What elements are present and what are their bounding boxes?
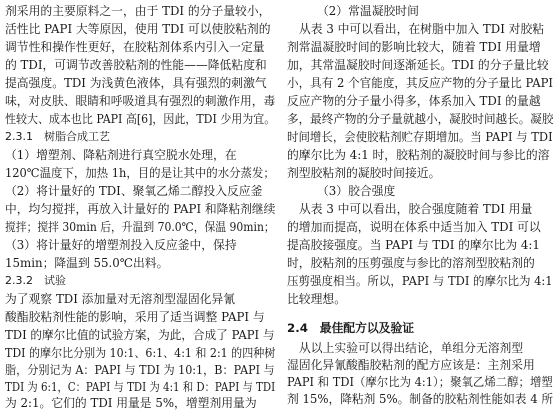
left-line-15: 15min；降温到 55.0℃出料。: [5, 256, 169, 270]
right-line-8: 的摩尔比为 4:1 时，胶粘剂的凝胶时间与参比的溶: [287, 148, 550, 162]
left-line-22: TDI 为 6:1，C：PAPI 与 TDI 为 4:1 和 D：PAPI 与 TDI: [5, 380, 276, 394]
left-line-11: （2）将计量好的 TDI、聚氧乙烯二醇投入反应釜: [5, 184, 263, 198]
left-line-9: （1）增塑剂、降粘剂进行真空脱水处理，在: [5, 148, 237, 162]
right-line-15: 比较理想。: [287, 292, 346, 306]
right-line-14: 压剪强度相当。所以，PAPI 与 TDI 的摩尔比为 4:1: [287, 274, 553, 288]
left-line-21: 脂，分别记为 A：PAPI 与 TDI 为 10:1，B：PAPI 与: [5, 363, 275, 377]
left-line-12: 中，均匀搅拌，再放入计量好的 PAPI 和降粘剂继续: [5, 202, 276, 216]
left-line-7: 性较大、成本也比 PAPI 高[6]，因此，TDI 少用为宜。: [5, 112, 276, 126]
left-line-23: 为 2:1。它们的 TDI 用量是 5%，增塑剂用量为: [5, 396, 257, 410]
right-line-12: 提高胶接强度。当 PAPI 与 TDI 的摩尔比为 4:1: [287, 238, 540, 252]
right-line-5: 反应产物的分子量小得多，体系加入 TDI 的量越: [287, 94, 541, 108]
left-line-17: 为了观察 TDI 添加量对无溶剂型湿固化异氰: [5, 292, 236, 306]
right-line-9: 剂型胶粘剂的凝胶时间接近。: [287, 166, 441, 180]
subheading-gel-time: （2）常温凝胶时间: [317, 4, 419, 18]
right-line-6: 多，最终产物的分子量就越小，凝胶时间越长。凝胶: [287, 112, 554, 126]
right-line-13: 时，胶粘剂的压剪强度与参比的溶剂型胶粘剂的: [287, 256, 535, 270]
right-line-17: 湿固化异氰酸酯胶粘剂的配方应该是：主剂采用: [287, 358, 535, 372]
left-line-14: （3）将计量好的增塑剂投入反应釜中，保持: [5, 238, 237, 252]
left-line-1: 剂采用的主要原料之一，由于 TDI 的分子量较小，: [5, 4, 271, 18]
right-line-7: 时间增长，会使胶粘剂贮存期增加。当 PAPI 与 TDI: [287, 130, 553, 144]
left-line-19: TDI 的摩尔比值的试验方案，为此，合成了 PAPI 与: [5, 328, 275, 342]
left-line-13: 搅拌；搅拌 30min 后，升温到 70.0℃，保温 90min；: [5, 220, 275, 234]
left-line-3: 调节性和操作性更好，在胶粘剂体系内引入一定量: [5, 40, 265, 54]
section-heading-2-3-1: 2.3.1 树脂合成工艺: [5, 130, 110, 143]
left-line-6: 味，对皮肤、眼睛和呼吸道具有强烈的刺激作用，毒: [5, 94, 276, 108]
left-line-2: 活性比 PAPI 大等原因，使用 TDI 可以使胶粘剂的: [5, 22, 271, 36]
right-line-19: 剂 15%，降粘剂 5%。制备的胶粘剂性能如表 4 所: [287, 392, 554, 406]
right-line-3: 加，其常温凝胶时间逐渐延长。TDI 的分子量比较: [287, 58, 549, 72]
right-line-4: 小，具有 2 个官能度，其反应产物的分子量比 PAPI: [287, 76, 553, 90]
right-line-1: 从表 3 中可以看出，在树脂中加入 TDI 对胶粘: [299, 22, 545, 36]
right-line-11: 的增加而提高，说明在体系中适当加入 TDI 可以: [287, 220, 541, 234]
left-line-20: TDI 的摩尔比分别为 10:1、6:1、4:1 和 2:1 的四种树: [5, 346, 276, 360]
section-heading-2-3-2: 2.3.2 试验: [5, 274, 66, 287]
left-line-18: 酸酯胶粘剂性能的影响，采用了适当调整 PAPI 与: [5, 310, 265, 324]
right-line-18: PAPI 和 TDI（摩尔比为 4:1）；聚氧乙烯二醇；增塑: [287, 375, 553, 389]
section-heading-2-4: 2.4 最佳配方以及验证: [287, 321, 415, 335]
left-line-10: 120℃温度下，加热 1h，目的是让其中的水分蒸发；: [5, 166, 275, 180]
right-line-16: 从以上实验可以得出结论，单组分无溶剂型: [299, 341, 524, 355]
right-line-10: 从表 3 中可以看出，胶合强度随着 TDI 用量: [299, 202, 533, 216]
left-line-5: 提高强度。TDI 为浅黄色液体，具有强烈的刺激气: [5, 76, 267, 90]
subheading-bond-strength: （3）胶合强度: [317, 184, 396, 198]
left-line-4: 的 TDI，可调节改善胶粘剂的性能——降低粘度和: [5, 58, 267, 72]
right-line-2: 剂常温凝胶时间的影响比较大，随着 TDI 用量增: [287, 40, 541, 54]
